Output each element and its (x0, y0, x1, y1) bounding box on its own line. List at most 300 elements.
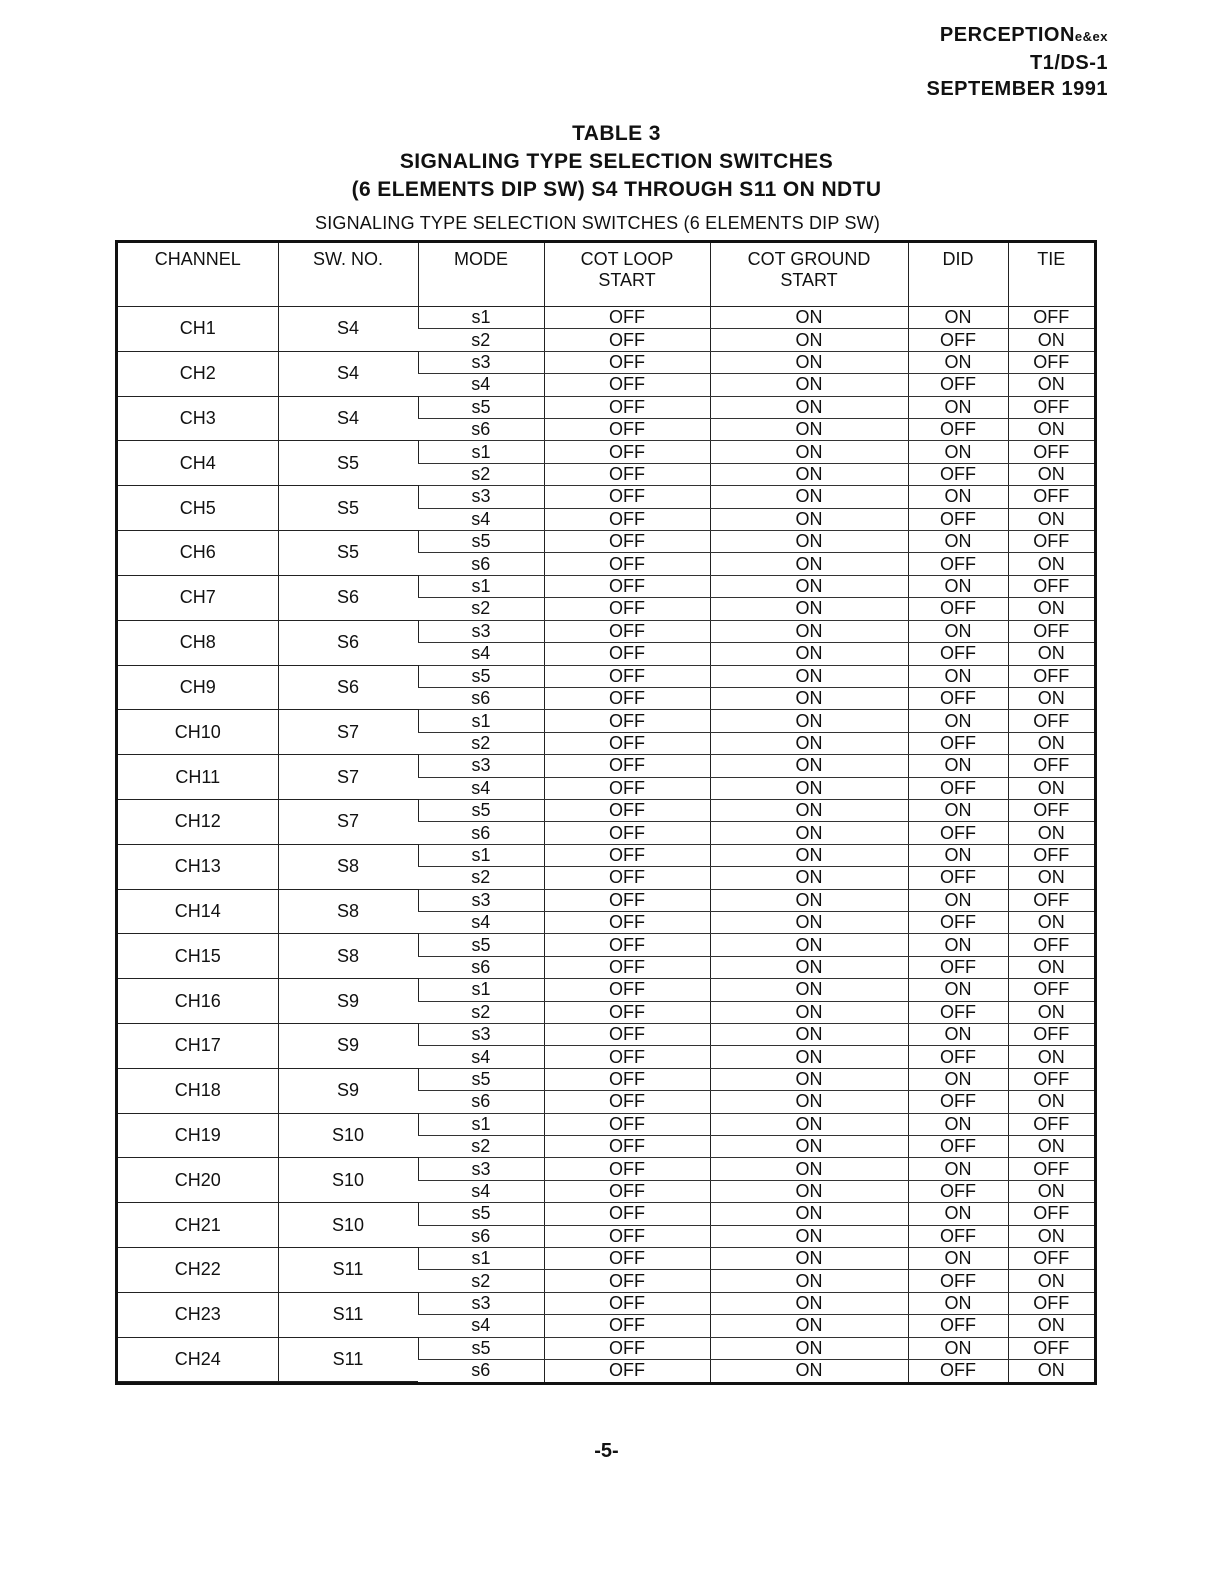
cot-loop-start-cell: OFF (544, 329, 710, 351)
tie-cell: ON (1008, 732, 1094, 754)
col-header-mode: MODE (418, 243, 544, 307)
mode-cell: s4 (418, 1315, 544, 1337)
tie-cell: ON (1008, 956, 1094, 978)
cot-ground-start-cell: ON (710, 956, 908, 978)
cot-loop-start-cell: OFF (544, 732, 710, 754)
cot-loop-start-cell: OFF (544, 755, 710, 777)
channel-cell: CH20 (118, 1158, 278, 1203)
tie-cell: OFF (1008, 1248, 1094, 1270)
tie-cell: OFF (1008, 396, 1094, 418)
tie-cell: OFF (1008, 1292, 1094, 1314)
switch-number-cell: S4 (278, 307, 418, 352)
tie-cell: OFF (1008, 575, 1094, 597)
tie-cell: ON (1008, 643, 1094, 665)
cot-loop-start-cell: OFF (544, 396, 710, 418)
cot-ground-start-cell: ON (710, 1248, 908, 1270)
mode-cell: s3 (418, 755, 544, 777)
table-row (118, 934, 1094, 956)
cot-loop-start-cell: OFF (544, 1360, 710, 1382)
cot-loop-start-cell: OFF (544, 665, 710, 687)
tie-cell: ON (1008, 329, 1094, 351)
did-cell: OFF (908, 867, 1008, 889)
switch-number-cell: S4 (278, 396, 418, 441)
tie-cell: ON (1008, 1001, 1094, 1023)
tie-cell: OFF (1008, 486, 1094, 508)
channel-cell: CH2 (118, 351, 278, 396)
table-row (118, 799, 1094, 821)
cot-loop-start-cell: OFF (544, 463, 710, 485)
mode-cell: s5 (418, 1203, 544, 1225)
did-cell: ON (908, 307, 1008, 329)
cot-loop-start-cell: OFF (544, 1315, 710, 1337)
tie-cell: ON (1008, 777, 1094, 799)
tie-cell: OFF (1008, 710, 1094, 732)
did-cell: OFF (908, 643, 1008, 665)
mode-cell: s2 (418, 329, 544, 351)
cot-loop-start-cell: OFF (544, 1248, 710, 1270)
table-title-line3: (6 ELEMENTS DIP SW) S4 THROUGH S11 ON NDTU (351, 178, 882, 201)
switch-number-cell: S11 (278, 1248, 418, 1293)
header-product (926, 22, 1108, 50)
cot-loop-start-cell: OFF (544, 777, 710, 799)
tie-cell: ON (1008, 1136, 1094, 1158)
channel-cell: CH10 (118, 710, 278, 755)
table-row (118, 1292, 1094, 1314)
tie-cell: ON (1008, 508, 1094, 530)
channel-cell: CH11 (118, 755, 278, 800)
cot-ground-start-cell: ON (710, 486, 908, 508)
did-cell: OFF (908, 1270, 1008, 1292)
mode-cell: s6 (471, 1360, 491, 1381)
mode-cell: s6 (418, 822, 544, 844)
cot-loop-start-cell: OFF (544, 1292, 710, 1314)
channel-cell: CH4 (118, 441, 278, 486)
channel-cell: CH7 (118, 575, 278, 620)
cot-ground-start-cell: ON (710, 710, 908, 732)
cot-ground-start-cell: ON (710, 777, 908, 799)
mode-cell: s5 (418, 1068, 544, 1090)
cot-ground-start-cell: ON (710, 463, 908, 485)
header-product-suffix: e&ex (1074, 29, 1108, 44)
mode-cell: s1 (418, 979, 544, 1001)
tie-cell: ON (1008, 1225, 1094, 1247)
cot-ground-start-cell: ON (710, 755, 908, 777)
channel-cell: CH22 (118, 1248, 278, 1293)
table-body (118, 307, 1094, 1382)
cot-ground-start-cell: ON (710, 1001, 908, 1023)
cot-loop-start-cell: OFF (544, 441, 710, 463)
table-header-row (118, 243, 1094, 307)
tie-cell: OFF (1008, 441, 1094, 463)
tie-cell: ON (1008, 867, 1094, 889)
cot-ground-start-cell: ON (710, 396, 908, 418)
mode-cell: s5 (418, 799, 544, 821)
mode-cell: s4 (418, 1180, 544, 1202)
did-cell: OFF (908, 911, 1008, 933)
cot-loop-start-cell: OFF (544, 844, 710, 866)
did-cell: ON (908, 1203, 1008, 1225)
cot-ground-start-cell: ON (710, 1068, 908, 1090)
did-cell: ON (908, 1158, 1008, 1180)
mode-cell: s3 (418, 1292, 544, 1314)
mode-cell: s1 (418, 1113, 544, 1135)
channel-cell: CH15 (118, 934, 278, 979)
mode-cell: s4 (418, 374, 544, 396)
tie-cell: OFF (1008, 979, 1094, 1001)
mode-cell: s4 (418, 1046, 544, 1068)
cot-loop-start-cell: OFF (544, 867, 710, 889)
mode-cell: s3 (418, 1158, 544, 1180)
did-cell: OFF (908, 732, 1008, 754)
tie-cell: OFF (1008, 799, 1094, 821)
cot-loop-start-cell: OFF (544, 531, 710, 553)
cot-ground-start-cell: ON (710, 1270, 908, 1292)
did-cell: ON (908, 1024, 1008, 1046)
cot-ground-start-cell: ON (710, 508, 908, 530)
mode-cell: s4 (418, 911, 544, 933)
tie-cell: OFF (1008, 1068, 1094, 1090)
mode-cell: s6 (418, 687, 544, 709)
switch-number-cell: S7 (278, 710, 418, 755)
did-cell: ON (908, 486, 1008, 508)
cot-ground-start-cell: ON (710, 1091, 908, 1113)
tie-cell: OFF (1008, 1203, 1094, 1225)
did-cell: ON (908, 844, 1008, 866)
cot-loop-start-cell: OFF (544, 687, 710, 709)
switch-number-cell: S8 (278, 844, 418, 889)
tie-cell: ON (1008, 1091, 1094, 1113)
did-cell: OFF (908, 374, 1008, 396)
cot-loop-start-cell: OFF (544, 486, 710, 508)
tie-cell: ON (1008, 822, 1094, 844)
cot-ground-start-cell: ON (710, 1113, 908, 1135)
tie-cell: OFF (1008, 1337, 1094, 1359)
cot-ground-start-cell: ON (710, 1225, 908, 1247)
cot-loop-start-cell: OFF (544, 1046, 710, 1068)
mode-cell: s5 (418, 934, 544, 956)
mode-cell: s3 (418, 620, 544, 642)
mode-cell: s2 (418, 867, 544, 889)
did-cell: ON (908, 575, 1008, 597)
cot-ground-start-cell: ON (710, 531, 908, 553)
cot-loop-start-cell: OFF (544, 307, 710, 329)
cot-ground-start-cell: ON (710, 351, 908, 373)
table-caption: SIGNALING TYPE SELECTION SWITCHES (6 ELEMENTS DIP SW) (315, 213, 881, 233)
channel-cell: CH3 (118, 396, 278, 441)
header-date: SEPTEMBER 1991 (926, 78, 1108, 100)
tie-cell: ON (1008, 419, 1094, 441)
switch-number-cell: S6 (278, 575, 418, 620)
cot-loop-start-cell: OFF (544, 822, 710, 844)
switch-number-cell: S10 (278, 1158, 418, 1203)
cot-ground-start-cell: ON (710, 732, 908, 754)
did-cell: ON (908, 531, 1008, 553)
table-row (118, 1024, 1094, 1046)
mode-cell: s1 (418, 844, 544, 866)
cot-loop-start-cell: OFF (544, 1270, 710, 1292)
col-header-channel: CHANNEL (118, 243, 278, 307)
switch-number-cell: S11 (278, 1292, 418, 1337)
mode-cell: s6 (418, 553, 544, 575)
cot-ground-start-cell: ON (710, 822, 908, 844)
tie-cell: OFF (1008, 1158, 1094, 1180)
did-cell: ON (908, 351, 1008, 373)
cot-ground-start-cell: ON (710, 1360, 908, 1382)
cot-ground-start-cell: ON (710, 911, 908, 933)
mode-cell: s5 (418, 396, 544, 418)
mode-cell: s5 (418, 531, 544, 553)
did-cell: ON (908, 1248, 1008, 1270)
col-header-tie: TIE (1008, 243, 1094, 307)
table-title (0, 120, 1213, 204)
cot-ground-start-cell: ON (710, 1315, 908, 1337)
did-cell: OFF (908, 1315, 1008, 1337)
channel-cell: CH14 (118, 889, 278, 934)
table-title-line1: TABLE 3 (572, 122, 661, 145)
cot-ground-start-cell: ON (710, 419, 908, 441)
cot-loop-start-cell: OFF (544, 799, 710, 821)
did-cell: OFF (908, 822, 1008, 844)
did-cell: ON (908, 1292, 1008, 1314)
mode-cell: s3 (418, 1024, 544, 1046)
tie-cell: ON (1008, 374, 1094, 396)
cot-ground-start-cell: ON (710, 844, 908, 866)
tie-cell: ON (1008, 687, 1094, 709)
switch-number-cell: S7 (278, 799, 418, 844)
table-row (118, 396, 1094, 418)
did-cell: OFF (908, 1180, 1008, 1202)
did-cell: OFF (908, 419, 1008, 441)
tie-cell: ON (1008, 1046, 1094, 1068)
did-cell: OFF (908, 1046, 1008, 1068)
table-row (118, 1337, 1094, 1359)
tie-cell: ON (1008, 1270, 1094, 1292)
mode-cell: s1 (418, 307, 544, 329)
header-doc-id: T1/DS-1 (1030, 52, 1108, 74)
did-cell: OFF (908, 1136, 1008, 1158)
table-row (118, 1068, 1094, 1090)
cot-ground-start-cell: ON (710, 687, 908, 709)
channel-cell: CH13 (118, 844, 278, 889)
cot-ground-start-cell: ON (710, 979, 908, 1001)
table-row (118, 351, 1094, 373)
channel-cell: CH23 (118, 1292, 278, 1337)
switch-number-cell: S5 (278, 531, 418, 576)
mode-cell: s5 (418, 1337, 544, 1359)
cot-loop-start-cell: OFF (544, 1158, 710, 1180)
cot-loop-start-cell: OFF (544, 1225, 710, 1247)
tie-cell: ON (1008, 911, 1094, 933)
cot-ground-start-cell: ON (710, 889, 908, 911)
cot-loop-start-cell: OFF (544, 710, 710, 732)
mode-cell: s1 (418, 575, 544, 597)
switch-number-cell: S6 (278, 620, 418, 665)
channel-cell: CH21 (118, 1203, 278, 1248)
did-cell: ON (908, 1068, 1008, 1090)
mode-cell: s2 (418, 1001, 544, 1023)
table-row (118, 1248, 1094, 1270)
table-row (118, 531, 1094, 553)
header-product-name: PERCEPTION (939, 24, 1075, 46)
did-cell: OFF (908, 1360, 1008, 1382)
col-header-cot-ground-start (710, 243, 908, 307)
mode-cell: s5 (418, 665, 544, 687)
cot-loop-start-cell: OFF (544, 508, 710, 530)
did-cell: ON (908, 710, 1008, 732)
cot-loop-start-cell: OFF (544, 1203, 710, 1225)
table-row (118, 1158, 1094, 1180)
tie-cell: ON (1008, 598, 1094, 620)
cot-loop-start-cell: OFF (544, 956, 710, 978)
tie-cell: ON (1008, 1360, 1094, 1382)
tie-cell: OFF (1008, 934, 1094, 956)
mode-cell: s2 (418, 1136, 544, 1158)
table-row (118, 710, 1094, 732)
cot-ground-start-cell: ON (710, 1180, 908, 1202)
cot-loop-start-cell: OFF (544, 1068, 710, 1090)
cot-ground-start-cell: ON (710, 1158, 908, 1180)
cot-loop-start-cell: OFF (544, 1001, 710, 1023)
signaling-table (118, 243, 1094, 1382)
cot-ground-start-cell: ON (710, 1203, 908, 1225)
tie-cell: ON (1008, 1315, 1094, 1337)
cot-ground-start-cell: ON (710, 799, 908, 821)
mode-cell: s2 (418, 598, 544, 620)
did-cell: OFF (908, 1001, 1008, 1023)
table-row (118, 889, 1094, 911)
switch-number-cell: S6 (278, 665, 418, 710)
did-cell: ON (908, 755, 1008, 777)
did-cell: OFF (908, 1225, 1008, 1247)
col-header-did: DID (908, 243, 1008, 307)
mode-cell: s2 (418, 732, 544, 754)
col-header-cot-loop-line2: START (598, 270, 656, 290)
did-cell: ON (908, 889, 1008, 911)
mode-cell: s1 (418, 1248, 544, 1270)
channel-cell: CH9 (118, 665, 278, 710)
cot-loop-start-cell: OFF (544, 1180, 710, 1202)
switch-number-cell: S8 (278, 889, 418, 934)
did-cell: ON (908, 1113, 1008, 1135)
did-cell: OFF (908, 329, 1008, 351)
cot-ground-start-cell: ON (710, 620, 908, 642)
mode-cell: s1 (418, 710, 544, 732)
switch-number-cell: S5 (278, 486, 418, 531)
cot-ground-start-cell: ON (710, 665, 908, 687)
tie-cell: OFF (1008, 889, 1094, 911)
did-cell: ON (908, 979, 1008, 1001)
tie-cell: ON (1008, 1180, 1094, 1202)
cot-loop-start-cell: OFF (544, 1091, 710, 1113)
did-cell: ON (908, 396, 1008, 418)
cot-loop-start-cell: OFF (544, 553, 710, 575)
mode-cell: s4 (418, 777, 544, 799)
table-row (118, 307, 1094, 329)
channel-cell: CH24 (118, 1337, 278, 1381)
table-row (118, 1113, 1094, 1135)
tie-cell: OFF (1008, 307, 1094, 329)
switch-number-cell: S9 (278, 1024, 418, 1069)
switch-number-cell: S9 (278, 1068, 418, 1113)
tie-cell: OFF (1008, 531, 1094, 553)
cot-loop-start-cell: OFF (544, 1337, 710, 1359)
cot-ground-start-cell: ON (710, 329, 908, 351)
cot-loop-start-cell: OFF (544, 575, 710, 597)
channel-cell: CH6 (118, 531, 278, 576)
tie-cell: OFF (1008, 351, 1094, 373)
cot-ground-start-cell: ON (710, 307, 908, 329)
cot-ground-start-cell: ON (710, 867, 908, 889)
cot-loop-start-cell: OFF (544, 1136, 710, 1158)
cot-loop-start-cell: OFF (544, 889, 710, 911)
cot-ground-start-cell: ON (710, 553, 908, 575)
cot-loop-start-cell: OFF (544, 643, 710, 665)
cot-loop-start-cell: OFF (544, 598, 710, 620)
mode-cell: s6 (418, 1091, 544, 1113)
did-cell: OFF (908, 687, 1008, 709)
mode-cell: s3 (418, 351, 544, 373)
tie-cell: OFF (1008, 665, 1094, 687)
table-row (118, 575, 1094, 597)
mode-cell: s6 (418, 419, 544, 441)
cot-loop-start-cell: OFF (544, 374, 710, 396)
cot-ground-start-cell: ON (710, 1292, 908, 1314)
page-number: -5- (594, 1440, 619, 1462)
cot-loop-start-cell: OFF (544, 1113, 710, 1135)
channel-cell: CH17 (118, 1024, 278, 1069)
did-cell: OFF (908, 777, 1008, 799)
tie-cell: OFF (1008, 755, 1094, 777)
cot-loop-start-cell: OFF (544, 979, 710, 1001)
mode-cell: s3 (418, 889, 544, 911)
cot-ground-start-cell: ON (710, 1337, 908, 1359)
switch-number-cell: S10 (278, 1113, 418, 1158)
switch-number-cell: S9 (278, 979, 418, 1024)
did-cell: ON (908, 665, 1008, 687)
did-cell: ON (908, 799, 1008, 821)
tie-cell: OFF (1008, 1024, 1094, 1046)
did-cell: ON (908, 620, 1008, 642)
mode-cell: s6 (418, 1225, 544, 1247)
did-cell: OFF (908, 463, 1008, 485)
cot-ground-start-cell: ON (710, 643, 908, 665)
channel-cell: CH1 (118, 307, 278, 352)
cot-loop-start-cell: OFF (544, 351, 710, 373)
switch-number-cell: S5 (278, 441, 418, 486)
col-header-cot-loop-start (544, 243, 710, 307)
table-row (118, 755, 1094, 777)
cot-loop-start-cell: OFF (544, 620, 710, 642)
table-row (118, 844, 1094, 866)
switch-number-cell: S8 (278, 934, 418, 979)
tie-cell: OFF (1008, 1113, 1094, 1135)
did-cell: ON (908, 441, 1008, 463)
did-cell: OFF (908, 508, 1008, 530)
switch-number-cell: S10 (278, 1203, 418, 1248)
did-cell: OFF (908, 1091, 1008, 1113)
switch-number-cell: S7 (278, 755, 418, 800)
table-row (118, 979, 1094, 1001)
cot-loop-start-cell: OFF (544, 934, 710, 956)
table-row (118, 486, 1094, 508)
tie-cell: ON (1008, 553, 1094, 575)
cot-loop-start-cell: OFF (544, 911, 710, 933)
cot-ground-start-cell: ON (710, 575, 908, 597)
table-row (118, 620, 1094, 642)
mode-cell: s2 (418, 1270, 544, 1292)
table-row (118, 441, 1094, 463)
cot-ground-start-cell: ON (710, 1046, 908, 1068)
